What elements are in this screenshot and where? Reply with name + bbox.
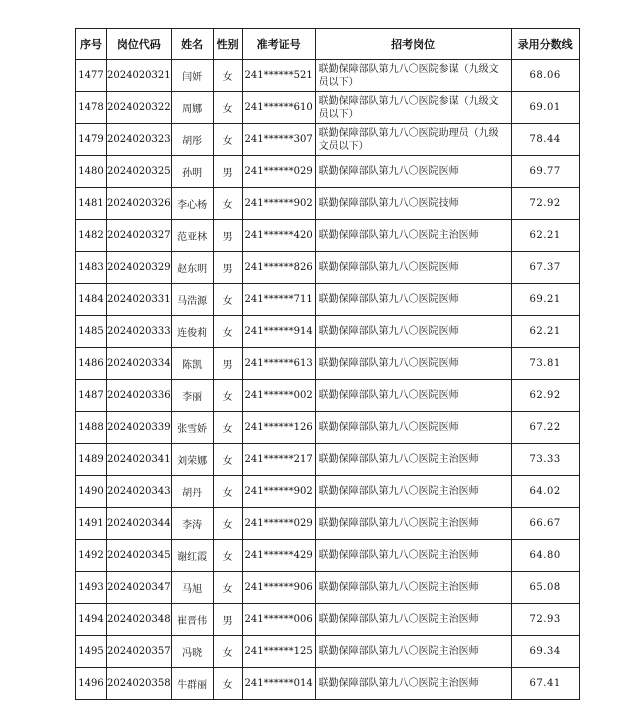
score-cell: 68.06 [511, 60, 579, 92]
exam-id-cell: 241******014 [242, 668, 315, 700]
position-cell: 联勤保障部队第九八〇医院主治医师 [315, 636, 511, 668]
seq-cell: 1488 [76, 412, 107, 444]
position-cell: 联勤保障部队第九八〇医院主治医师 [315, 668, 511, 700]
table-row [76, 92, 580, 124]
name-cell: 范亚林 [171, 220, 213, 252]
gender-cell: 女 [213, 284, 242, 316]
gender-cell: 女 [213, 92, 242, 124]
gender-cell: 女 [213, 508, 242, 540]
name-cell: 牛群丽 [171, 668, 213, 700]
seq-cell: 1479 [76, 124, 107, 156]
post-code-cell: 2024020347 [107, 572, 172, 604]
exam-id-cell: 241******029 [242, 156, 315, 188]
exam-id-cell: 241******613 [242, 348, 315, 380]
seq-cell: 1493 [76, 572, 107, 604]
score-cell: 67.41 [511, 668, 579, 700]
seq-cell: 1489 [76, 444, 107, 476]
post-code-cell: 2024020322 [107, 92, 172, 124]
score-cell: 73.33 [511, 444, 579, 476]
position-cell: 联勤保障部队第九八〇医院医师 [315, 316, 511, 348]
name-cell: 刘荣娜 [171, 444, 213, 476]
seq-cell: 1478 [76, 92, 107, 124]
name-cell: 胡丹 [171, 476, 213, 508]
position-cell: 联勤保障部队第九八〇医院医师 [315, 412, 511, 444]
table-row [76, 572, 580, 604]
header-name: 姓名 [171, 29, 213, 60]
gender-cell: 女 [213, 380, 242, 412]
exam-id-cell: 241******002 [242, 380, 315, 412]
score-cell: 78.44 [511, 124, 579, 156]
exam-id-cell: 241******217 [242, 444, 315, 476]
name-cell: 陈凯 [171, 348, 213, 380]
table-row [76, 668, 580, 700]
header-gender: 性别 [213, 29, 242, 60]
exam-id-cell: 241******902 [242, 476, 315, 508]
post-code-cell: 2024020339 [107, 412, 172, 444]
table-row [76, 188, 580, 220]
gender-cell: 女 [213, 124, 242, 156]
seq-cell: 1481 [76, 188, 107, 220]
exam-id-cell: 241******521 [242, 60, 315, 92]
position-cell: 联勤保障部队第九八〇医院主治医师 [315, 476, 511, 508]
name-cell: 马浩源 [171, 284, 213, 316]
post-code-cell: 2024020327 [107, 220, 172, 252]
name-cell: 孙明 [171, 156, 213, 188]
gender-cell: 男 [213, 156, 242, 188]
score-cell: 69.01 [511, 92, 579, 124]
table-row [76, 476, 580, 508]
exam-id-cell: 241******307 [242, 124, 315, 156]
header-exam-id: 准考证号 [242, 29, 315, 60]
seq-cell: 1490 [76, 476, 107, 508]
table-row [76, 380, 580, 412]
name-cell: 谢红霞 [171, 540, 213, 572]
header-score: 录用分数线 [511, 29, 579, 60]
score-cell: 62.21 [511, 316, 579, 348]
post-code-cell: 2024020321 [107, 60, 172, 92]
score-cell: 67.22 [511, 412, 579, 444]
post-code-cell: 2024020323 [107, 124, 172, 156]
table-row [76, 412, 580, 444]
table-row [76, 124, 580, 156]
exam-id-cell: 241******125 [242, 636, 315, 668]
table-row [76, 444, 580, 476]
name-cell: 张雪娇 [171, 412, 213, 444]
gender-cell: 女 [213, 636, 242, 668]
score-cell: 62.21 [511, 220, 579, 252]
post-code-cell: 2024020357 [107, 636, 172, 668]
position-cell: 联勤保障部队第九八〇医院医师 [315, 252, 511, 284]
score-cell: 65.08 [511, 572, 579, 604]
table-row [76, 604, 580, 636]
position-cell: 联勤保障部队第九八〇医院主治医师 [315, 220, 511, 252]
position-cell: 联勤保障部队第九八〇医院主治医师 [315, 508, 511, 540]
name-cell: 崔晋伟 [171, 604, 213, 636]
post-code-cell: 2024020345 [107, 540, 172, 572]
exam-id-cell: 241******610 [242, 92, 315, 124]
name-cell: 李涛 [171, 508, 213, 540]
position-cell: 联勤保障部队第九八〇医院医师 [315, 156, 511, 188]
position-cell: 联勤保障部队第九八〇医院主治医师 [315, 540, 511, 572]
position-cell: 联勤保障部队第九八〇医院参谋（九级文员以下） [315, 60, 511, 92]
exam-id-cell: 241******826 [242, 252, 315, 284]
seq-cell: 1485 [76, 316, 107, 348]
post-code-cell: 2024020334 [107, 348, 172, 380]
post-code-cell: 2024020336 [107, 380, 172, 412]
table-row [76, 348, 580, 380]
score-cell: 66.67 [511, 508, 579, 540]
gender-cell: 女 [213, 412, 242, 444]
table-row [76, 60, 580, 92]
table-row [76, 316, 580, 348]
gender-cell: 女 [213, 444, 242, 476]
header-position: 招考岗位 [315, 29, 511, 60]
post-code-cell: 2024020329 [107, 252, 172, 284]
position-cell: 联勤保障部队第九八〇医院主治医师 [315, 444, 511, 476]
position-cell: 联勤保障部队第九八〇医院技师 [315, 188, 511, 220]
seq-cell: 1491 [76, 508, 107, 540]
name-cell: 周娜 [171, 92, 213, 124]
gender-cell: 女 [213, 316, 242, 348]
seq-cell: 1495 [76, 636, 107, 668]
exam-id-cell: 241******029 [242, 508, 315, 540]
seq-cell: 1494 [76, 604, 107, 636]
table-row [76, 508, 580, 540]
position-cell: 联勤保障部队第九八〇医院助理员（九级文员以下） [315, 124, 511, 156]
results-table [75, 28, 580, 700]
gender-cell: 女 [213, 540, 242, 572]
position-cell: 联勤保障部队第九八〇医院医师 [315, 284, 511, 316]
post-code-cell: 2024020348 [107, 604, 172, 636]
table-row [76, 540, 580, 572]
name-cell: 赵东明 [171, 252, 213, 284]
score-cell: 62.92 [511, 380, 579, 412]
seq-cell: 1487 [76, 380, 107, 412]
table-body [76, 60, 580, 700]
gender-cell: 女 [213, 188, 242, 220]
seq-cell: 1484 [76, 284, 107, 316]
position-cell: 联勤保障部队第九八〇医院主治医师 [315, 604, 511, 636]
score-cell: 64.80 [511, 540, 579, 572]
header-post-code: 岗位代码 [107, 29, 172, 60]
score-cell: 72.92 [511, 188, 579, 220]
name-cell: 胡彤 [171, 124, 213, 156]
table-row [76, 636, 580, 668]
name-cell: 李丽 [171, 380, 213, 412]
exam-id-cell: 241******126 [242, 412, 315, 444]
table-row [76, 284, 580, 316]
post-code-cell: 2024020341 [107, 444, 172, 476]
position-cell: 联勤保障部队第九八〇医院主治医师 [315, 572, 511, 604]
name-cell: 闫妍 [171, 60, 213, 92]
score-cell: 69.21 [511, 284, 579, 316]
seq-cell: 1486 [76, 348, 107, 380]
seq-cell: 1482 [76, 220, 107, 252]
score-cell: 73.81 [511, 348, 579, 380]
table-row [76, 220, 580, 252]
post-code-cell: 2024020344 [107, 508, 172, 540]
exam-id-cell: 241******006 [242, 604, 315, 636]
seq-cell: 1477 [76, 60, 107, 92]
position-cell: 联勤保障部队第九八〇医院医师 [315, 348, 511, 380]
post-code-cell: 2024020325 [107, 156, 172, 188]
post-code-cell: 2024020331 [107, 284, 172, 316]
position-cell: 联勤保障部队第九八〇医院医师 [315, 380, 511, 412]
gender-cell: 男 [213, 220, 242, 252]
seq-cell: 1492 [76, 540, 107, 572]
table-header-row [76, 29, 580, 60]
exam-id-cell: 241******906 [242, 572, 315, 604]
gender-cell: 男 [213, 348, 242, 380]
gender-cell: 女 [213, 572, 242, 604]
gender-cell: 男 [213, 604, 242, 636]
exam-id-cell: 241******420 [242, 220, 315, 252]
seq-cell: 1483 [76, 252, 107, 284]
gender-cell: 女 [213, 60, 242, 92]
post-code-cell: 2024020326 [107, 188, 172, 220]
table-row [76, 252, 580, 284]
score-cell: 72.93 [511, 604, 579, 636]
post-code-cell: 2024020358 [107, 668, 172, 700]
seq-cell: 1496 [76, 668, 107, 700]
position-cell: 联勤保障部队第九八〇医院参谋（九级文员以下） [315, 92, 511, 124]
score-cell: 69.77 [511, 156, 579, 188]
post-code-cell: 2024020333 [107, 316, 172, 348]
gender-cell: 男 [213, 252, 242, 284]
exam-id-cell: 241******914 [242, 316, 315, 348]
score-cell: 69.34 [511, 636, 579, 668]
gender-cell: 女 [213, 668, 242, 700]
header-seq: 序号 [76, 29, 107, 60]
score-cell: 67.37 [511, 252, 579, 284]
exam-id-cell: 241******711 [242, 284, 315, 316]
table-row [76, 156, 580, 188]
name-cell: 马旭 [171, 572, 213, 604]
gender-cell: 女 [213, 476, 242, 508]
score-cell: 64.02 [511, 476, 579, 508]
exam-id-cell: 241******429 [242, 540, 315, 572]
post-code-cell: 2024020343 [107, 476, 172, 508]
name-cell: 李心杨 [171, 188, 213, 220]
name-cell: 冯晓 [171, 636, 213, 668]
seq-cell: 1480 [76, 156, 107, 188]
name-cell: 连俊莉 [171, 316, 213, 348]
exam-id-cell: 241******902 [242, 188, 315, 220]
